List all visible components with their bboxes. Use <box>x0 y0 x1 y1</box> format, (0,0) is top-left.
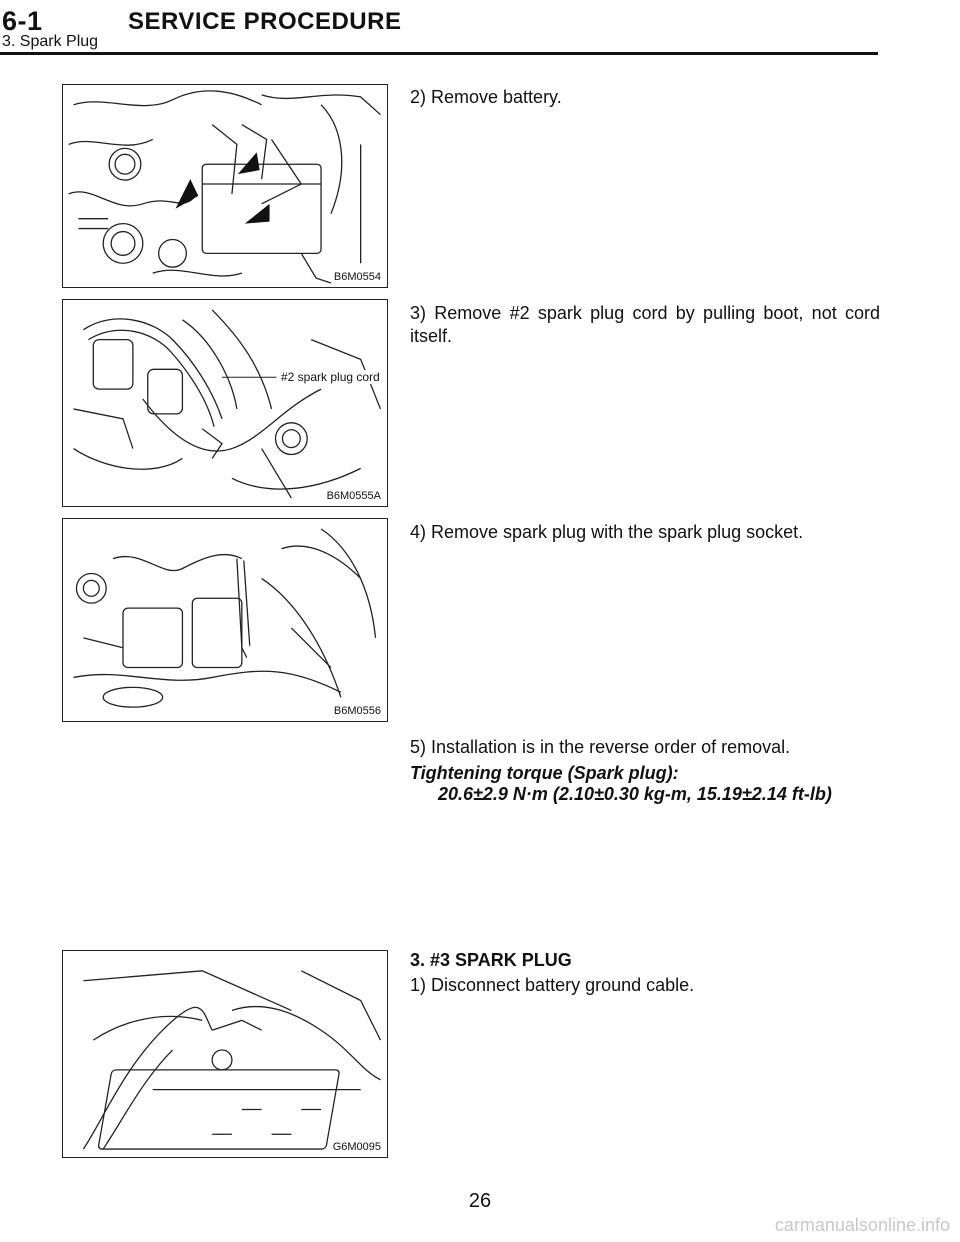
engine-bay-illustration-1 <box>63 85 387 287</box>
section-3-heading: 3. #3 SPARK PLUG <box>410 950 572 970</box>
figure-spark-plug-cord <box>62 299 388 507</box>
header-rule <box>0 52 878 55</box>
step-2-text: 2) Remove battery. <box>410 87 562 107</box>
spark-plug-cord-callout: #2 spark plug cord <box>281 370 380 384</box>
watermark: carmanualsonline.info <box>774 1215 950 1235</box>
figure-code: B6M0554 <box>333 271 381 283</box>
figure-code: B6M0555A <box>326 490 381 502</box>
engine-bay-illustration-3 <box>63 519 387 721</box>
figure-remove-battery <box>62 84 388 288</box>
section-number: 6-1 <box>2 6 43 36</box>
step-5-text: 5) Installation is in the reverse order of removal. <box>410 737 791 757</box>
subsection-title: 3. Spark Plug <box>2 33 99 50</box>
step-4-text: 4) Remove spark plug with the spark plug socket. <box>410 522 804 542</box>
figure-code: B6M0556 <box>333 705 381 717</box>
step-3-1-text: 1) Disconnect battery ground cable. <box>410 975 695 995</box>
figure-code: G6M0095 <box>332 1141 381 1153</box>
figure-remove-spark-plug <box>62 518 388 722</box>
page-number: 26 <box>468 1190 492 1212</box>
battery-terminal-illustration <box>63 951 387 1157</box>
torque-label: Tightening torque (Spark plug): <box>410 763 679 783</box>
figure-battery-ground-cable <box>62 950 388 1158</box>
page-header <box>0 0 960 60</box>
section-title: SERVICE PROCEDURE <box>128 8 402 35</box>
engine-bay-illustration-2 <box>63 300 387 506</box>
torque-value: 20.6±2.9 N·m (2.10±0.30 kg-m, 15.19±2.14 ft-lb) <box>438 784 832 804</box>
step-3-text: 3) Remove #2 spark plug cord by pulling boot, not cord itself. <box>410 303 880 346</box>
